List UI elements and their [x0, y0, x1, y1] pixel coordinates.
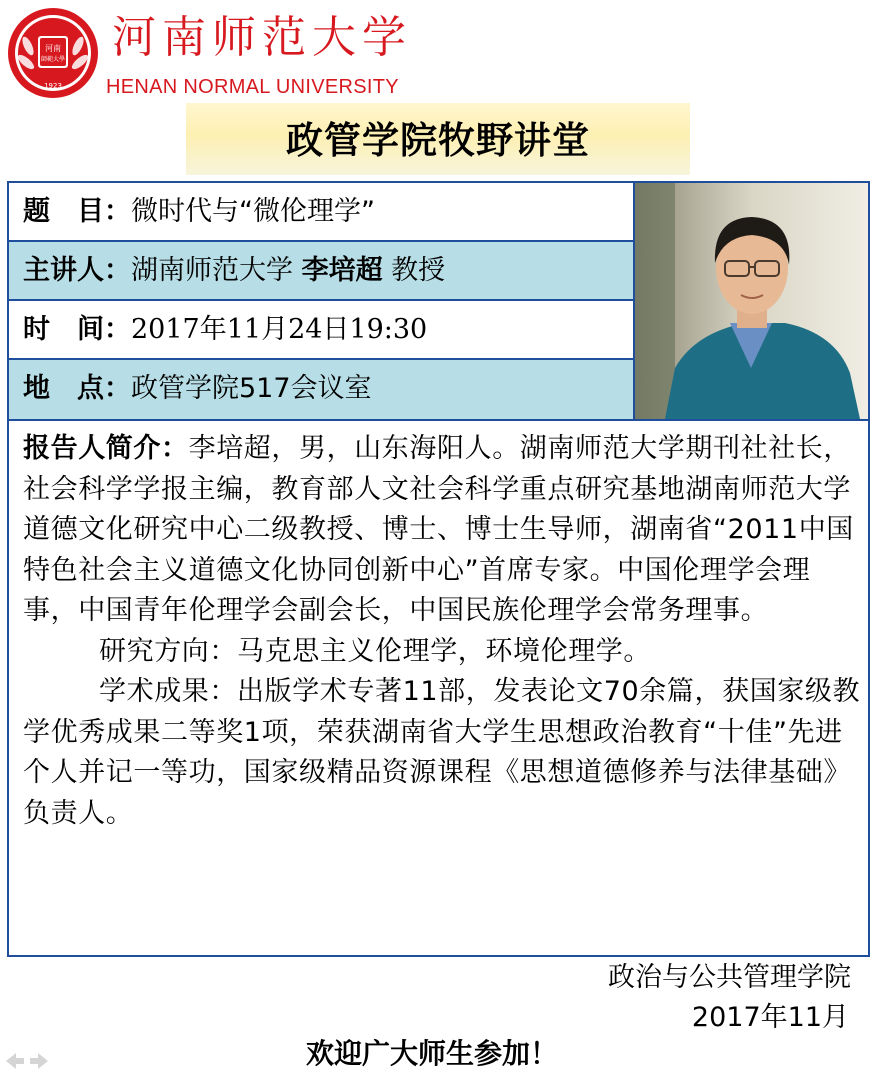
speaker-org: 湖南师范大学 — [131, 255, 302, 286]
speaker-bio-box — [7, 421, 870, 957]
bio-label: 报告人简介： — [23, 433, 189, 464]
time-value: 2017年11月24日19:30 — [131, 314, 428, 345]
bio-intro: 李培超，男，山东海阳人。湖南师范大学期刊社社长，社会科学学报主编，教育部人文社会科学重点研究基地湖南师范大学道德文化研究中心二级教授、博士、博士生导师，湖南省“2011中国特色社会主义道德文化协同创新中心”首席专家。中国伦理学会理事，中国青年伦理学会副会长，中国民族伦理学会常务理事。 — [23, 433, 854, 626]
speaker-title: 教授 — [382, 255, 446, 286]
place-row — [9, 360, 633, 419]
slide-nav-arrows-icon[interactable] — [4, 1050, 50, 1072]
university-name-cn: 河南师范大学 — [112, 12, 412, 63]
organizer-signature: 政治与公共管理学院 — [608, 962, 851, 993]
time-label: 时 间： — [23, 314, 131, 345]
bio-research: 研究方向：马克思主义伦理学，环境伦理学。 — [99, 635, 651, 667]
speaker-bio — [23, 429, 863, 834]
time-row — [9, 301, 633, 360]
logo-lettering: 河南 — [45, 44, 61, 53]
place-label: 地 点： — [23, 373, 131, 404]
speaker-name: 李培超 — [301, 255, 383, 286]
lecture-series-banner: 政管学院牧野讲堂 — [186, 103, 690, 175]
welcome-message: 欢迎广大师生参加！ — [306, 1037, 559, 1070]
notice-date: 2017年11月 — [691, 1002, 849, 1033]
speaker-photo — [635, 183, 868, 419]
svg-text:師範大學: 師範大學 — [40, 56, 66, 63]
topic-label: 题 目： — [23, 196, 131, 227]
university-logo — [6, 6, 100, 100]
university-name-en: HENAN NORMAL UNIVERSITY — [106, 76, 399, 98]
speaker-row — [9, 242, 633, 301]
speaker-label: 主讲人： — [23, 255, 131, 286]
lecture-info-table — [7, 181, 870, 421]
topic-row — [9, 183, 633, 242]
svg-text:1923: 1923 — [44, 82, 62, 90]
place-value: 政管学院517会议室 — [131, 373, 372, 404]
bio-achievements: 学术成果：出版学术专著11部，发表论文70余篇，获国家级教学优秀成果二等奖1项，荣获湖南省大学生思想政治教育“十佳”先进个人并记一等功，国家级精品资源课程《思想道德修养与法律基础》负责人。 — [23, 676, 861, 829]
topic-value: 微时代与“微伦理学” — [131, 196, 375, 227]
